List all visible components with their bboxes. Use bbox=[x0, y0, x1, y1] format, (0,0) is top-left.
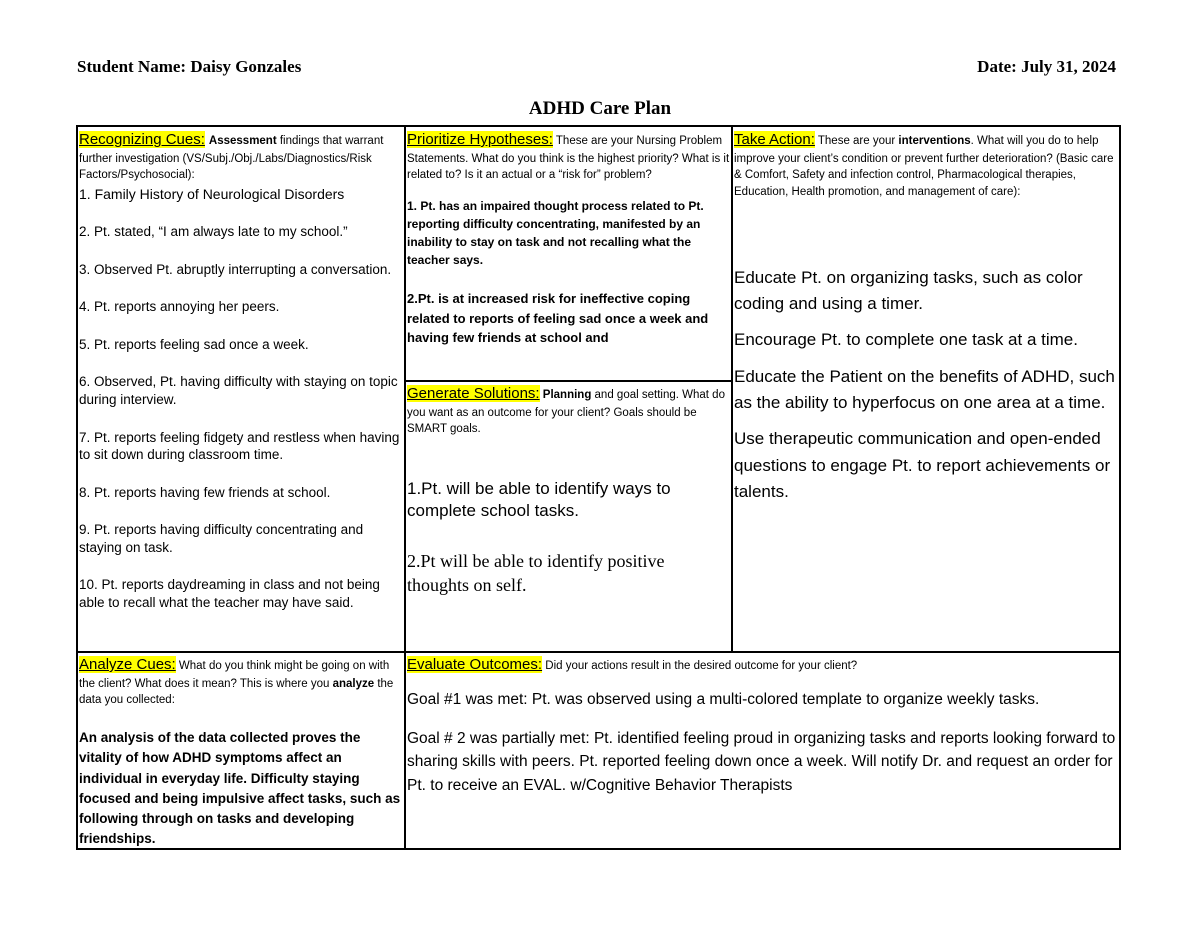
take-action-label: Take Action: bbox=[734, 131, 815, 148]
cue-item: 9. Pt. reports having difficulty concentrating and staying on task. bbox=[79, 522, 364, 555]
recognizing-desc: findings that warrant further investigation (VS/Subj./Obj./Labs/Diagnostics/Risk Factors/Psychosocial): bbox=[79, 135, 384, 182]
analyze-desc-end: the data you collected: bbox=[79, 677, 394, 707]
generate-header bbox=[407, 383, 730, 438]
take-action-header bbox=[734, 129, 1121, 201]
column-divider-2 bbox=[731, 127, 733, 652]
cue-item: 2. Pt. stated, “I am always late to my school.” bbox=[79, 224, 348, 240]
student-name: Student Name: Daisy Gonzales bbox=[77, 57, 302, 76]
recognizing-cues-header bbox=[79, 129, 404, 184]
evaluate-outcomes-label: Evaluate Outcomes: bbox=[407, 656, 543, 673]
evaluate-desc: Did your actions result in the desired outcome for your client? bbox=[542, 660, 858, 672]
recognizing-cues-label: Recognizing Cues: bbox=[79, 131, 205, 148]
generate-solutions-label: Generate Solutions: bbox=[407, 385, 540, 402]
cue-item: 8. Pt. reports having few friends at school. bbox=[79, 484, 331, 500]
cue-item: 3. Observed Pt. abruptly interrupting a conversation. bbox=[79, 261, 392, 277]
hypothesis-item: 2.Pt. is at increased risk for ineffective coping related to reports of feeling sad once a week and having few friends at school and bbox=[407, 291, 709, 346]
evaluate-outcomes-cell bbox=[407, 654, 1119, 848]
generate-desc: and goal setting. What do you want as an outcome for your client? Goals should be SMART goals. bbox=[407, 389, 725, 436]
analyze-desc: What do you think might be going on with the client? What does it mean? This is where you bbox=[79, 660, 390, 690]
prioritize-hypotheses-cell bbox=[407, 129, 730, 379]
action-desc-bold: interventions bbox=[898, 135, 971, 147]
prioritize-header bbox=[407, 129, 730, 184]
cue-item: 6. Observed, Pt. having difficulty with staying on topic during interview. bbox=[79, 374, 398, 408]
cue-item: 1. Family History of Neurological Disorders bbox=[79, 186, 345, 203]
recognizing-cues-cell bbox=[79, 129, 404, 649]
cue-item: 7. Pt. reports feeling fidgety and restless when having to sit down during classroom time. bbox=[79, 429, 400, 463]
hypothesis-item: 1. Pt. has an impaired thought process related to Pt. reporting difficulty concentrating, manifested by an inability to stay on task and not recalling what the teacher says. bbox=[407, 199, 704, 268]
generate-solutions-cell bbox=[407, 383, 730, 649]
generate-desc-bold: Planning bbox=[539, 389, 592, 401]
analyze-desc-bold: analyze bbox=[332, 677, 375, 690]
analyze-cues-cell bbox=[79, 654, 404, 848]
intervention-item: Educate the Patient on the benefits of ADHD, such as the ability to hyperfocus on one area at a time. bbox=[734, 366, 1115, 413]
intervention-item: Encourage Pt. to complete one task at a time. bbox=[734, 330, 1078, 350]
action-desc: . What will you do to help improve your client’s condition or prevent further deterioration? (Basic care & Comfort, Safety and infection control, Pharmacological therapies, Education, Health promotion, and management of care): bbox=[734, 135, 1114, 199]
action-desc-pre: These are your bbox=[814, 135, 899, 147]
goal-evaluation-1: Goal #1 was met: Pt. was observed using a multi-colored template to organize weekly tasks. bbox=[407, 690, 1040, 708]
column-divider-1 bbox=[404, 127, 406, 848]
cue-item: 4. Pt. reports annoying her peers. bbox=[79, 299, 280, 315]
hypotheses-solutions-divider bbox=[406, 380, 732, 382]
take-action-cell bbox=[734, 129, 1121, 649]
analysis-text: An analysis of the data collected proves the vitality of how ADHD symptoms affect an individual in everyday life. Difficulty staying focused and being impulsive affect tasks, such as following through on tasks and developing friendships. bbox=[79, 730, 401, 847]
cue-item: 10. Pt. reports daydreaming in class and not being able to recall what the teacher may have said. bbox=[79, 577, 380, 610]
cue-item: 5. Pt. reports feeling sad once a week. bbox=[79, 336, 309, 352]
smart-goal-2: 2.Pt will be able to identify positive thoughts on self. bbox=[407, 551, 665, 595]
goal-evaluation-2: Goal # 2 was partially met: Pt. identified feeling proud in organizing tasks and reports looking forward to sharing skills with peers. Pt. reported feeling down once a week. Will notify Dr. and request an order for Pt. to receive an EVAL. w/Cognitive Behavior Therapists bbox=[407, 730, 1116, 794]
care-plan-table bbox=[76, 125, 1121, 850]
prioritize-hypotheses-label: Prioritize Hypotheses: bbox=[407, 131, 553, 148]
intervention-item: Use therapeutic communication and open-ended questions to engage Pt. to report achievements or talents. bbox=[734, 429, 1111, 502]
date: Date: July 31, 2024 bbox=[977, 57, 1116, 76]
recognizing-desc-bold: Assessment bbox=[208, 135, 277, 147]
page-title: ADHD Care Plan bbox=[528, 98, 672, 119]
evaluate-header bbox=[407, 654, 1119, 676]
smart-goal-1: 1.Pt. will be able to identify ways to complete school tasks. bbox=[407, 479, 671, 521]
prioritize-desc: These are your Nursing Problem Statements. What do you think is the highest priority? What is it related to? Is it an actual or a “risk for” problem? bbox=[407, 135, 730, 182]
intervention-item: Educate Pt. on organizing tasks, such as color coding and using a timer. bbox=[734, 267, 1083, 314]
analyze-cues-label: Analyze Cues: bbox=[79, 656, 176, 673]
row-divider bbox=[78, 651, 1119, 653]
analyze-header bbox=[79, 654, 404, 709]
